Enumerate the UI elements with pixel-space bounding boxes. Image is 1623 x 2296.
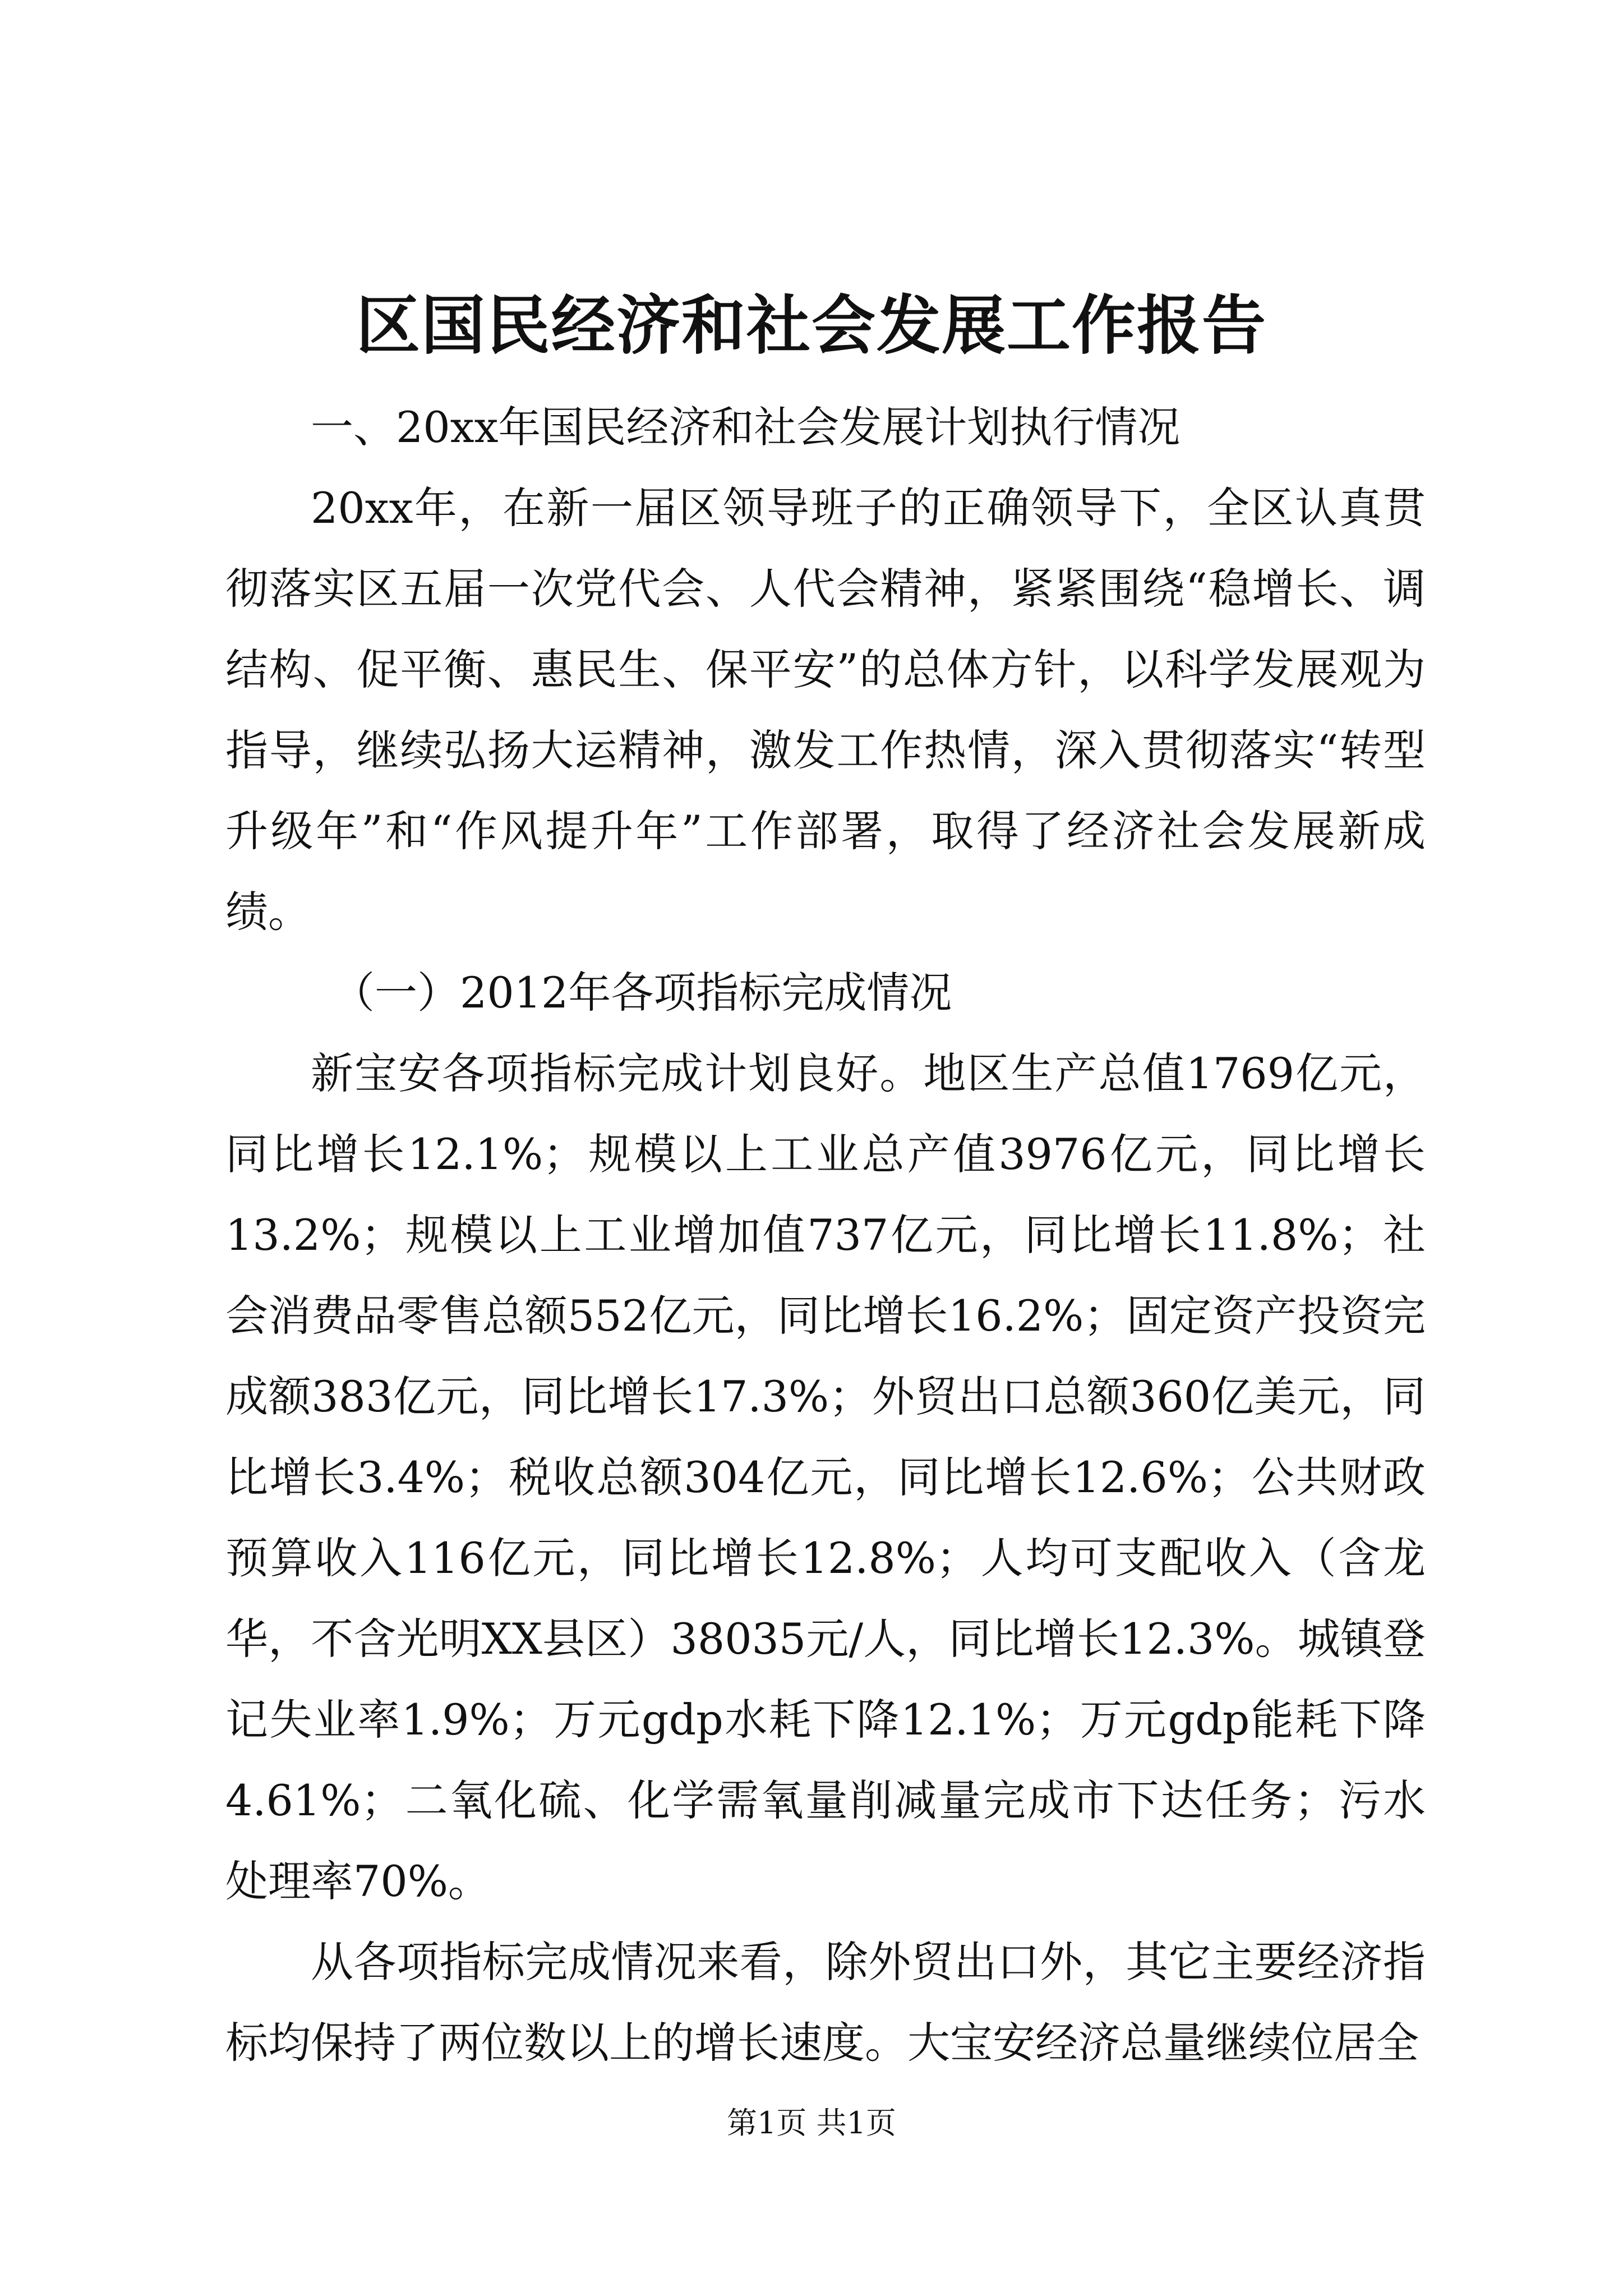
subsection-heading: （一）2012年各项指标完成情况 — [332, 968, 952, 1018]
document-body — [225, 387, 1426, 2083]
paragraph-intro: 20xx年，在新一届区领导班子的正确领导下，全区认真贯彻落实区五届一次党代会、人代会精神，紧紧围绕“稳增长、调结构、促平衡、惠民生、保平安”的总体方针，以科学发展观为指导，继续弘扬大运精神，激发工作热情，深入贯彻落实“转型升级年”和“作风提升年”工作部署，取得了经济社会发展新成绩。 — [225, 483, 1426, 937]
document-title: 区国民经济和社会发展工作报告 — [356, 288, 1267, 363]
section-heading: 一、20xx年国民经济和社会发展计划执行情况 — [311, 402, 1181, 452]
paragraph-indicators: 新宝安各项指标完成计划良好。地区生产总值1769亿元，同比增长12.1%；规模以上工业总产值3976亿元，同比增长13.2%；规模以上工业增加值737亿元，同比增长11.8%；社会消费品零售总额552亿元，同比增长16.2%；固定资产投资完成额383亿元，同比增长17.3%；外贸出口总额360亿美元，同比增长3.4%；税收总额304亿元，同比增长12.6%；公共财政预算收入116亿元，同比增长12.8%；人均可支配收入（含龙华，不含光明XX县区）38035元/人，同比增长12.3%。城镇登记失业率1.9%；万元gdp水耗下降12.1%；万元gdp能耗下降4.61%；二氧化硫、化学需氧量削减量完成市下达任务；污水处理率70%。 — [225, 1048, 1426, 1906]
paragraph-summary: 从各项指标完成情况来看，除外贸出口外，其它主要经济指标均保持了两位数以上的增长速度。大宝安经济总量继续位居全 — [225, 1937, 1426, 2068]
page-footer: 第1页 共1页 — [727, 2105, 896, 2141]
